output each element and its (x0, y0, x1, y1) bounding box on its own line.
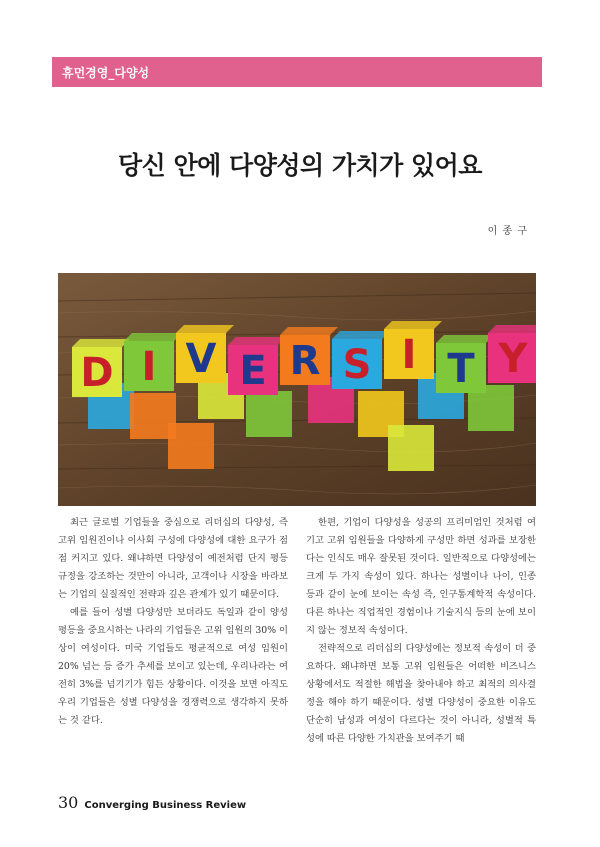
letter-block-top (124, 333, 182, 341)
section-label: 휴먼경영_다양성 (62, 65, 150, 80)
section-header-bar (52, 57, 542, 87)
block-letter: V (185, 336, 217, 382)
diversity-blocks-illustration (58, 273, 536, 506)
letter-block-top (176, 325, 234, 333)
publication-name: Converging Business Review (84, 800, 247, 811)
article-title: 당신 안에 다양성의 가치가 있어요 (118, 151, 482, 180)
diversity-photo (58, 273, 536, 506)
article-author: 이 종 구 (487, 226, 528, 237)
paragraph: 전략적으로 리더십의 다양성에는 정보적 속성이 더 중요하다. 왜냐하면 보통 고위 임원들은 어떠한 비즈니스 상황에서도 적절한 해법을 찾아내야 하고 최적의 의사결정을 해야 하기 때문이다. 성별 다양성이 중요한 이유도 단순히 남성과 여성이 다르다는 것이 아니라, 성별적 특성에 따른 다양한 가치관을 보여주기 때 (306, 643, 536, 744)
paragraph: 최근 글로벌 기업들을 중심으로 리더십의 다양성, 즉 고위 임원진이나 이사회 구성에 다양성에 대한 요구가 점점 커지고 있다. 왜냐하면 다양성이 예전처럼 단지 평등 규정을 강조하는 것만이 아니라, 고객이나 시장을 바라보는 기업의 실질적인 전략과 깊은 관계가 있기 때문이다. (58, 517, 288, 600)
filler-block (388, 425, 434, 471)
block-letter: Y (498, 336, 528, 382)
block-letter: I (401, 332, 417, 378)
block-letter: D (80, 350, 114, 396)
article-body (58, 514, 536, 764)
letter-block-top (332, 331, 390, 339)
letter-block-top (228, 337, 286, 345)
filler-block (246, 391, 292, 437)
block-letter: E (239, 348, 267, 394)
body-column-left (58, 514, 288, 764)
paragraph: 예를 들어 성별 다양성만 보더라도 독일과 같이 양성평등을 중요시하는 나라의 기업들은 고위 임원의 30% 이상이 여성이다. 미국 기업들도 평균적으로 여성 임원이 20% 넘는 등 증가 추세를 보이고 있는데, 우리나라는 여전히 3%를 넘기기가 힘든 상황이다. 이것을 보면 아직도 우리 기업들은 성별 다양성을 경쟁력으로 생각하지 못하는 것 같다. (58, 607, 288, 726)
letter-block-top (436, 335, 494, 343)
filler-block (168, 423, 214, 469)
block-letter: S (342, 342, 372, 388)
body-column-right (306, 514, 536, 764)
letter-block-top (384, 321, 442, 329)
page-footer (58, 793, 246, 812)
letter-block-top (488, 325, 536, 333)
paragraph: 한편, 기업이 다양성을 성공의 프리미엄인 것처럼 여기고 고위 임원들을 다양하게 구성만 하면 성과를 보장한다는 인식도 매우 잘못된 것이다. 일반적으로 다양성에는 크게 두 가지 속성이 있다. 하나는 성별이나 나이, 인종 등과 같이 눈에 보이는 속성 즉, 인구통계학적 속성이다. 다른 하나는 직업적인 경험이나 기술지식 등의 눈에 보이지 않는 정보적 속성이다. (306, 517, 536, 636)
letter-block-top (280, 327, 338, 335)
page-number: 30 (58, 793, 79, 812)
block-letter: T (447, 346, 475, 392)
letter-block-top (72, 339, 130, 347)
block-letter: R (289, 338, 321, 384)
block-letter: I (141, 344, 157, 390)
